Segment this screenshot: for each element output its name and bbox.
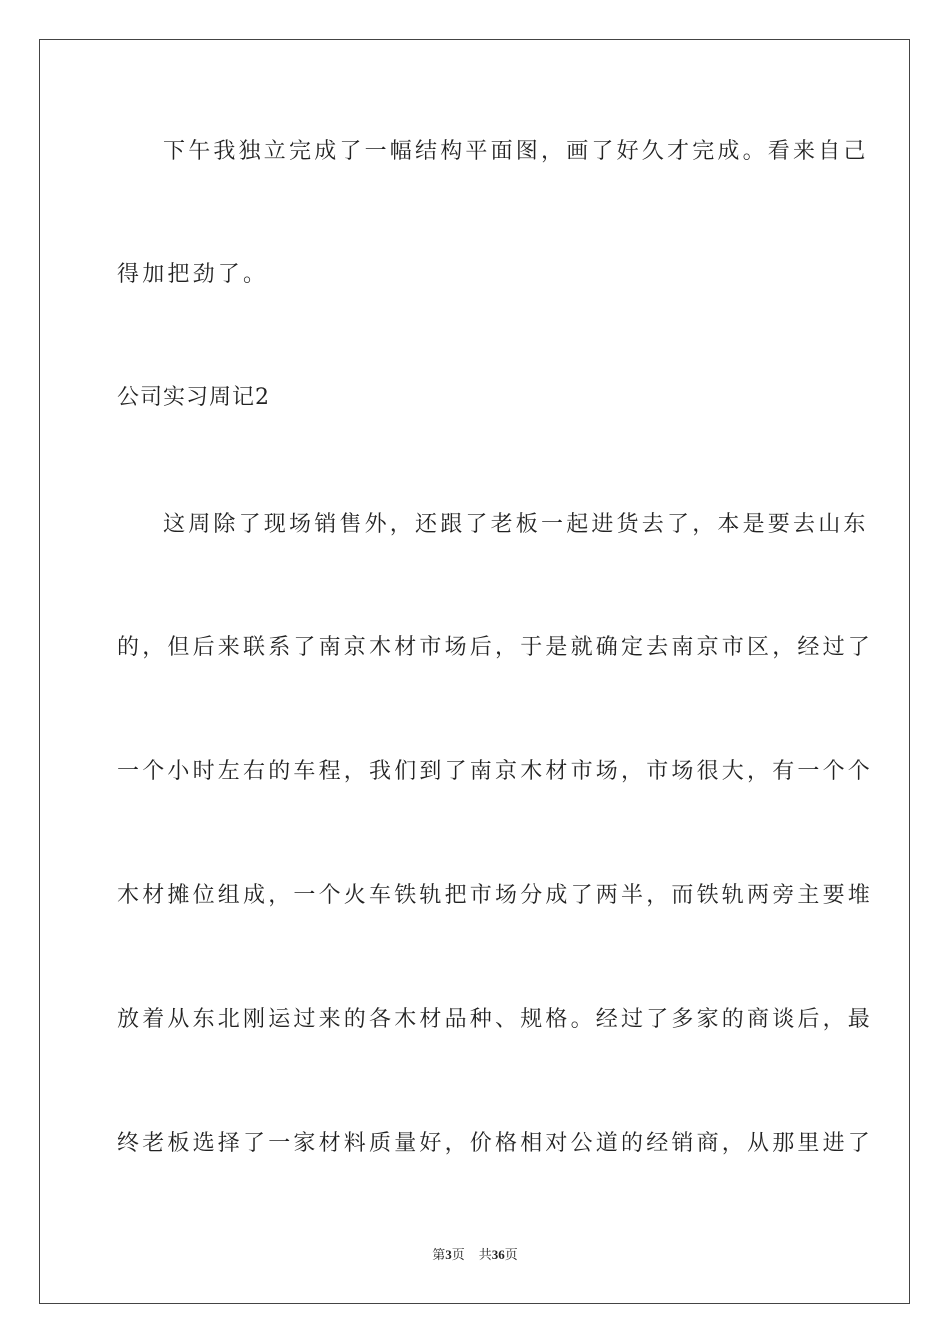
paragraph-line: 一个小时左右的车程，我们到了南京木材市场，市场很大，有一个个 xyxy=(117,759,874,784)
section-heading: 公司实习周记2 xyxy=(117,385,270,410)
paragraph-line: 下午我独立完成了一幅结构平面图，画了好久才完成。看来自己 xyxy=(163,139,869,164)
paragraph-line: 终老板选择了一家材料质量好，价格相对公道的经销商，从那里进了 xyxy=(117,1131,874,1156)
page-suffix: 页 xyxy=(451,1247,465,1262)
paragraph-line: 这周除了现场销售外，还跟了老板一起进货去了，本是要去山东 xyxy=(163,512,869,537)
paragraph-line: 放着从东北刚运过来的各木材品种、规格。经过了多家的商谈后，最 xyxy=(117,1007,874,1032)
paragraph-line: 得加把劲了。 xyxy=(117,262,269,287)
paragraph-line: 木材摊位组成，一个火车铁轨把市场分成了两半，而铁轨两旁主要堆 xyxy=(117,883,874,908)
total-pages: 36 xyxy=(491,1247,505,1262)
page-prefix: 第 xyxy=(432,1247,446,1262)
total-prefix: 共 xyxy=(478,1247,492,1262)
page-number: 3 xyxy=(445,1247,452,1262)
page-footer xyxy=(0,1246,950,1264)
paragraph-line: 的，但后来联系了南京木材市场后，于是就确定去南京市区，经过了 xyxy=(117,635,874,660)
page-border xyxy=(39,39,910,1304)
total-suffix: 页 xyxy=(504,1247,518,1262)
